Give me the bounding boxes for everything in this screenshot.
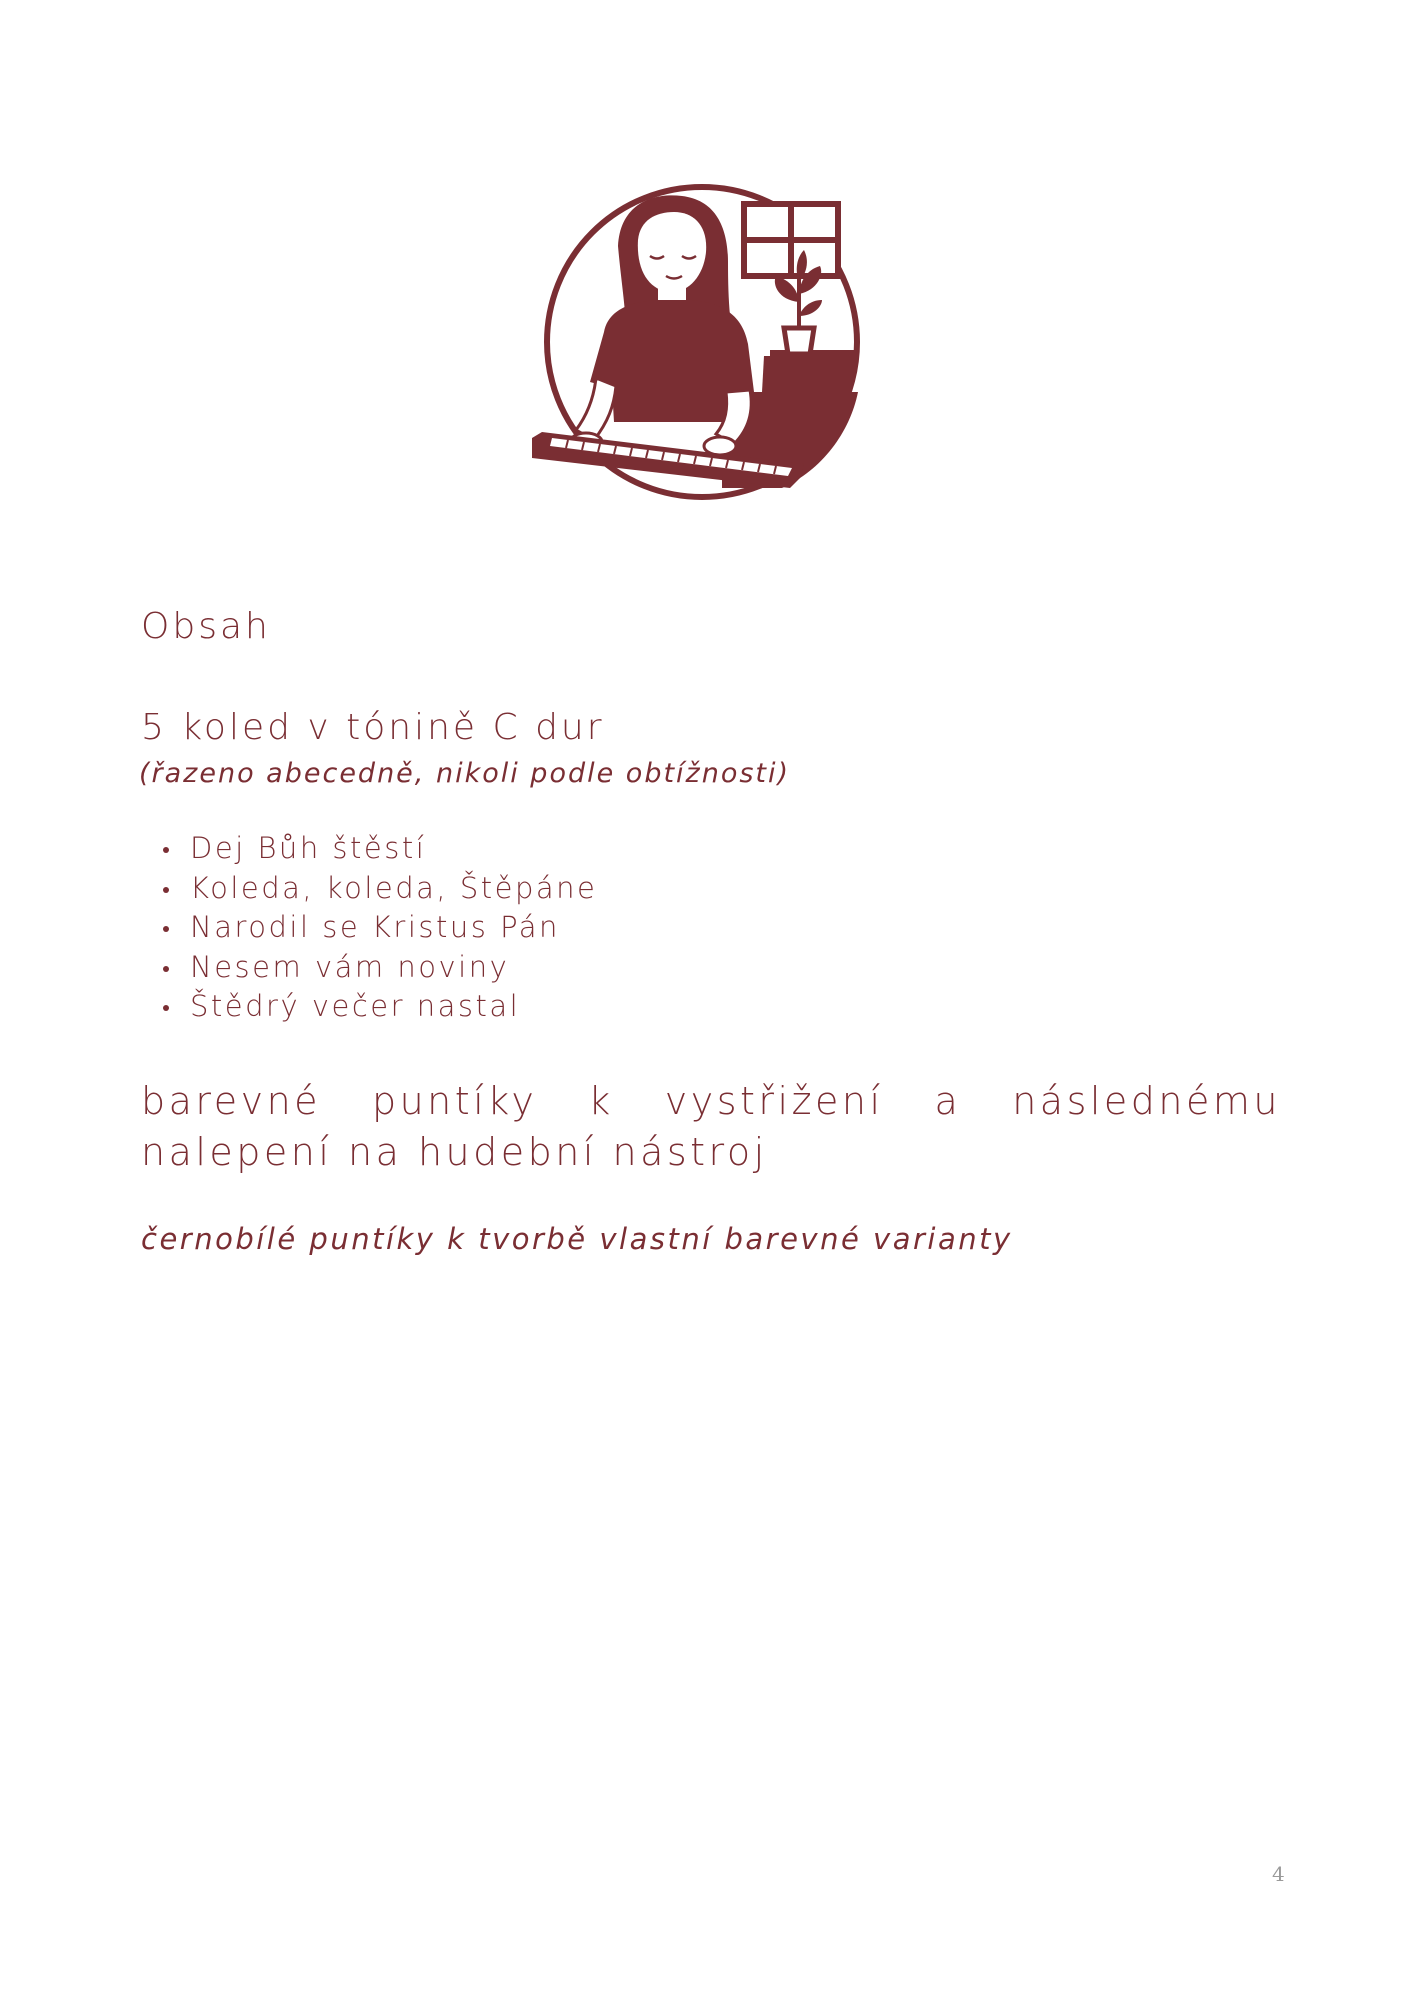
section-note: (řazeno abecedně, nikoli podle obtížnosti) [139,758,791,789]
list-item: Štědrý večer nastal [160,987,597,1027]
song-list [160,829,597,1027]
colored-dots-heading: barevné puntíky k vystřižení a následnému nalepení na hudební nástroj [141,1079,1281,1174]
page-number: 4 [1272,1862,1285,1886]
section-title: 5 koled v tónině C dur [141,707,605,748]
list-item: Koleda, koleda, Štěpáne [160,869,597,909]
list-item: Nesem vám noviny [160,948,597,988]
bw-dots-line: černobílé puntíky k tvorbě vlastní barevné varianty [141,1222,1013,1256]
list-item: Narodil se Kristus Pán [160,908,597,948]
list-item: Dej Bůh štěstí [160,829,597,869]
contents-title: Obsah [141,606,271,647]
pianist-illustration-icon [532,182,872,512]
